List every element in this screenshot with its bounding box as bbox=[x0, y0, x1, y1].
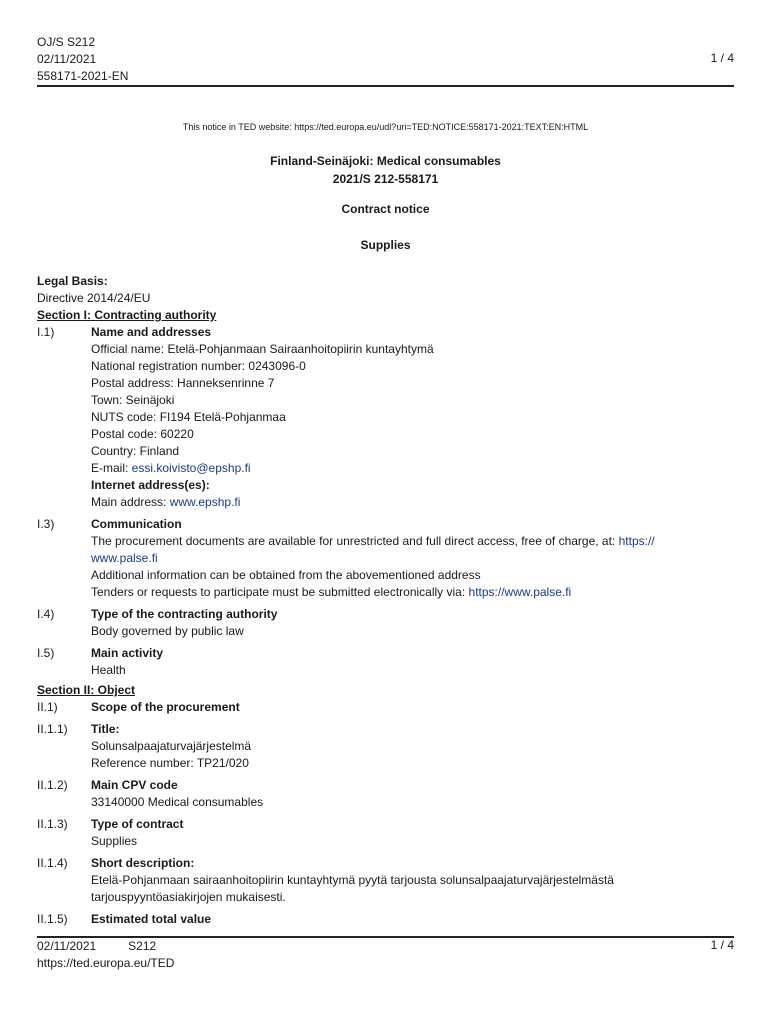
main-address-label: Main address: bbox=[91, 495, 170, 509]
postal-code: Postal code: 60220 bbox=[91, 427, 194, 441]
additional-info: Additional information can be obtained from the abovementioned address bbox=[91, 568, 481, 582]
legal-basis-label: Legal Basis: bbox=[37, 274, 108, 288]
section-number: I.1) bbox=[37, 325, 55, 339]
section-heading: Type of the contracting authority bbox=[91, 607, 278, 621]
section-number: I.4) bbox=[37, 607, 55, 621]
section-ii11 bbox=[37, 721, 734, 772]
procurement-docs-line-2 bbox=[91, 550, 734, 567]
section-ii15 bbox=[37, 911, 734, 928]
internet-heading: Internet address(es): bbox=[91, 478, 210, 492]
section-ii14 bbox=[37, 855, 734, 906]
procurement-docs-line bbox=[91, 533, 734, 550]
section-i5 bbox=[37, 645, 734, 679]
section-heading: Communication bbox=[91, 517, 182, 531]
page-footer bbox=[37, 938, 174, 972]
section-number: I.3) bbox=[37, 517, 55, 531]
footer-series: S212 bbox=[128, 939, 157, 953]
official-name: Official name: Etelä-Pohjanmaan Sairaanhoitopiirin kuntayhtymä bbox=[91, 342, 434, 356]
town: Town: Seinäjoki bbox=[91, 393, 175, 407]
section-heading: Estimated total value bbox=[91, 912, 212, 926]
header-page-number: 1 / 4 bbox=[710, 51, 734, 65]
section-number: II.1.3) bbox=[37, 817, 68, 831]
authority-type: Body governed by public law bbox=[91, 624, 244, 638]
section-number: I.5) bbox=[37, 646, 55, 660]
main-activity: Health bbox=[91, 663, 126, 677]
notice-body bbox=[37, 273, 734, 928]
procurement-title: Solunsalpaajaturvajärjestelmä bbox=[91, 739, 252, 753]
section-number: II.1.4) bbox=[37, 856, 68, 870]
section-2-heading: Section II: Object bbox=[37, 683, 136, 697]
section-heading: Title: bbox=[91, 722, 120, 736]
email-link[interactable]: essi.koivisto@epshp.fi bbox=[131, 461, 251, 475]
tenders-line bbox=[91, 584, 734, 601]
procurement-docs-link-part1[interactable]: https:// bbox=[618, 534, 655, 548]
document-id: 558171-2021-EN bbox=[37, 69, 129, 83]
section-heading: Main activity bbox=[91, 646, 164, 660]
short-description-line-1: Etelä-Pohjanmaan sairaanhoitopiirin kuntayhtymä pyytä tarjousta solunsalpaajaturvajärjestelmästä bbox=[91, 873, 614, 887]
cpv-code: 33140000 Medical consumables bbox=[91, 795, 264, 809]
ted-notice-link[interactable]: This notice in TED website: https://ted.europa.eu/udl?uri=TED:NOTICE:558171-2021:TEXT:EN:HTML bbox=[182, 122, 589, 132]
main-address-line bbox=[91, 494, 734, 511]
title-location: Finland-Seinäjoki: Medical consumables bbox=[270, 154, 501, 168]
section-heading: Short description: bbox=[91, 856, 195, 870]
main-address-link[interactable]: www.epshp.fi bbox=[169, 495, 241, 509]
section-i3 bbox=[37, 516, 734, 601]
reference-number: Reference number: TP21/020 bbox=[91, 756, 249, 770]
notice-title bbox=[37, 152, 734, 188]
page-header bbox=[37, 34, 128, 85]
footer-url: https://ted.europa.eu/TED bbox=[37, 956, 175, 970]
section-number: II.1.1) bbox=[37, 722, 68, 736]
section-heading: Main CPV code bbox=[91, 778, 178, 792]
document-page bbox=[37, 0, 734, 1024]
header-divider bbox=[37, 85, 734, 87]
section-i1 bbox=[37, 324, 734, 511]
email-label: E-mail: bbox=[91, 461, 132, 475]
nuts-code: NUTS code: FI194 Etelä-Pohjanmaa bbox=[91, 410, 286, 424]
procurement-docs-link-part2[interactable]: www.palse.fi bbox=[91, 551, 158, 565]
footer-date-line bbox=[37, 938, 174, 955]
contract-kind: Supplies bbox=[360, 238, 411, 252]
header-date: 02/11/2021 bbox=[37, 52, 97, 66]
section-ii12 bbox=[37, 777, 734, 811]
contract-type: Supplies bbox=[91, 834, 138, 848]
section-ii13 bbox=[37, 816, 734, 850]
section-ii1 bbox=[37, 699, 734, 716]
procurement-docs-text: The procurement documents are available for unrestricted and full direct access, free of charge, at: bbox=[91, 534, 619, 548]
section-number: II.1.2) bbox=[37, 778, 68, 792]
title-number: 2021/S 212-558171 bbox=[332, 172, 439, 186]
footer-date: 02/11/2021 bbox=[37, 939, 97, 953]
section-number: II.1.5) bbox=[37, 912, 68, 926]
email-line bbox=[91, 460, 734, 477]
section-1-heading: Section I: Contracting authority bbox=[37, 308, 217, 322]
tenders-text: Tenders or requests to participate must be submitted electronically via: bbox=[91, 585, 469, 599]
country: Country: Finland bbox=[91, 444, 180, 458]
tenders-link[interactable]: https://www.palse.fi bbox=[468, 585, 572, 599]
section-heading: Name and addresses bbox=[91, 325, 212, 339]
notice-type: Contract notice bbox=[341, 202, 430, 216]
section-i4 bbox=[37, 606, 734, 640]
short-description-line-2: tarjouspyyntöasiakirjojen mukaisesti. bbox=[91, 890, 286, 904]
section-number: II.1) bbox=[37, 700, 58, 714]
footer-page-number: 1 / 4 bbox=[710, 938, 734, 952]
legal-basis-value: Directive 2014/24/EU bbox=[37, 291, 151, 305]
section-heading: Scope of the procurement bbox=[91, 700, 240, 714]
journal-ref: OJ/S S212 bbox=[37, 35, 96, 49]
registration-number: National registration number: 0243096-0 bbox=[91, 359, 306, 373]
section-heading: Type of contract bbox=[91, 817, 184, 831]
postal-address: Postal address: Hanneksenrinne 7 bbox=[91, 376, 275, 390]
